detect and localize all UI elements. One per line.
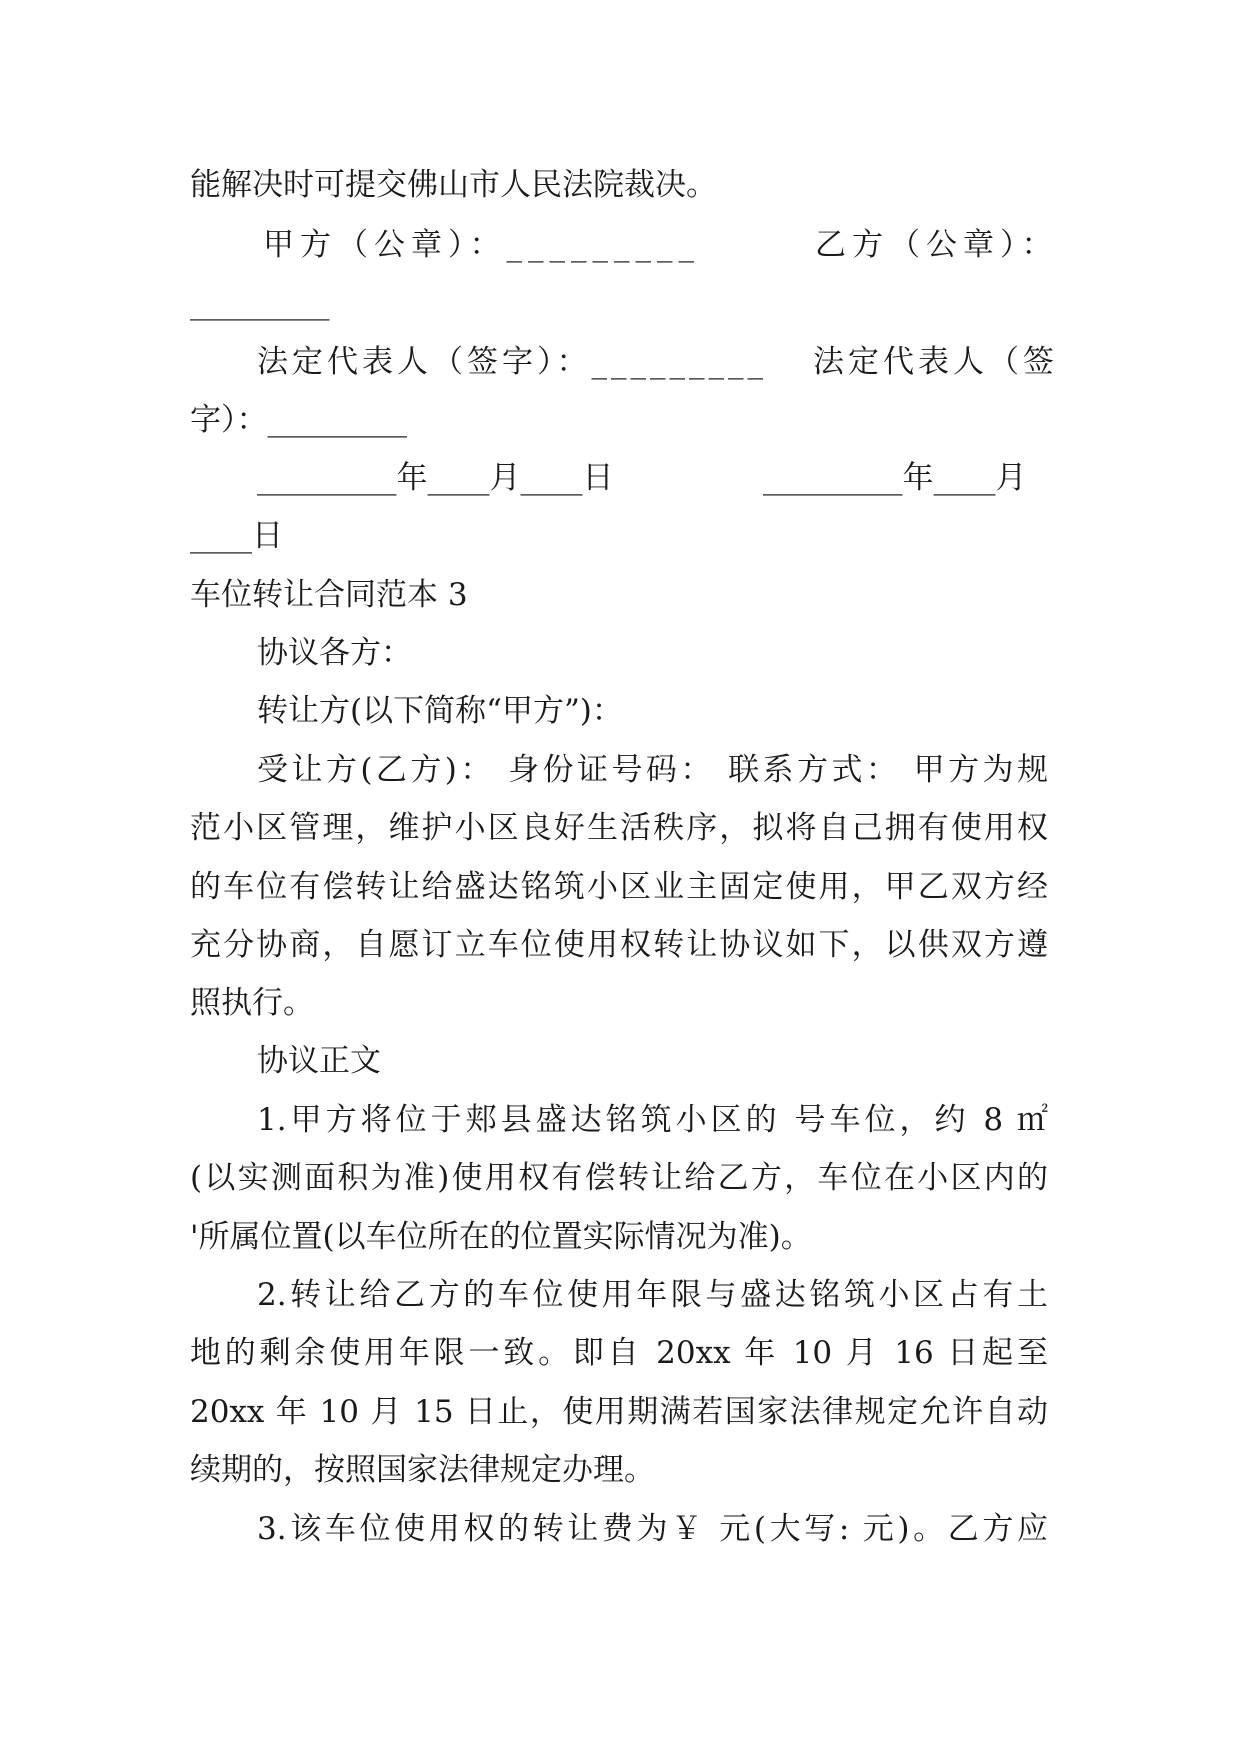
paragraph-line: 续期的，按照国家法律规定办理。 xyxy=(190,1452,655,1488)
party-a-seal-line: 甲方（公章）：_________ xyxy=(263,227,700,263)
text-line: 转让方(以下简称“甲方”)： xyxy=(257,693,623,729)
paragraph-line: 20xx 年 10 月 15 日止，使用期满若国家法律规定允许自动 xyxy=(190,1394,1048,1430)
paragraph-line: '所属位置(以车位所在的位置实际情况为准)。 xyxy=(190,1219,812,1255)
paragraph-line: 2.转让给乙方的车位使用年限与盛达铭筑小区占有土 xyxy=(257,1277,1048,1313)
paragraph-line: 充分协商，自愿订立车位使用权转让协议如下，以供双方遵 xyxy=(190,927,1048,963)
text-line: 协议各方： xyxy=(257,635,412,671)
section-heading: 协议正文 xyxy=(257,1043,381,1079)
party-b-representative-line: 法定代表人（签 xyxy=(813,344,1058,380)
party-b-seal-line: 乙方（公章）： xyxy=(815,227,1059,263)
section-title: 车位转让合同范本 3 xyxy=(190,577,468,613)
party-a-representative-line: 法定代表人（签字）：_________ xyxy=(257,344,767,380)
signature-blank: _________ xyxy=(190,285,330,321)
date-line-right: _________年____月 xyxy=(763,460,1027,496)
signature-line: 字）：_________ xyxy=(190,402,407,438)
paragraph-line: 受让方(乙方)： 身份证号码： 联系方式： 甲方为规 xyxy=(257,752,1048,788)
paragraph-line: 1.甲方将位于郏县盛达铭筑小区的 号车位，约 8 ㎡ xyxy=(257,1102,1048,1138)
paragraph-line: 的车位有偿转让给盛达铭筑小区业主固定使用，甲乙双方经 xyxy=(190,869,1048,905)
paragraph-line: 地的剩余使用年限一致。即自 20xx 年 10 月 16 日起至 xyxy=(190,1335,1048,1371)
paragraph-line: 3.该车位使用权的转让费为￥ 元(大写: 元)。乙方应 xyxy=(257,1511,1048,1547)
paragraph-line: (以实测面积为准)使用权有偿转让给乙方，车位在小区内的 xyxy=(190,1160,1048,1196)
date-line-end: ____日 xyxy=(190,518,283,554)
paragraph-line: 范小区管理，维护小区良好生活秩序，拟将自己拥有使用权 xyxy=(190,810,1048,846)
date-line-left: _________年____月____日 xyxy=(257,460,614,496)
paragraph-line: 照执行。 xyxy=(190,985,314,1021)
text-line: 能解决时可提交佛山市人民法院裁决。 xyxy=(190,167,717,203)
